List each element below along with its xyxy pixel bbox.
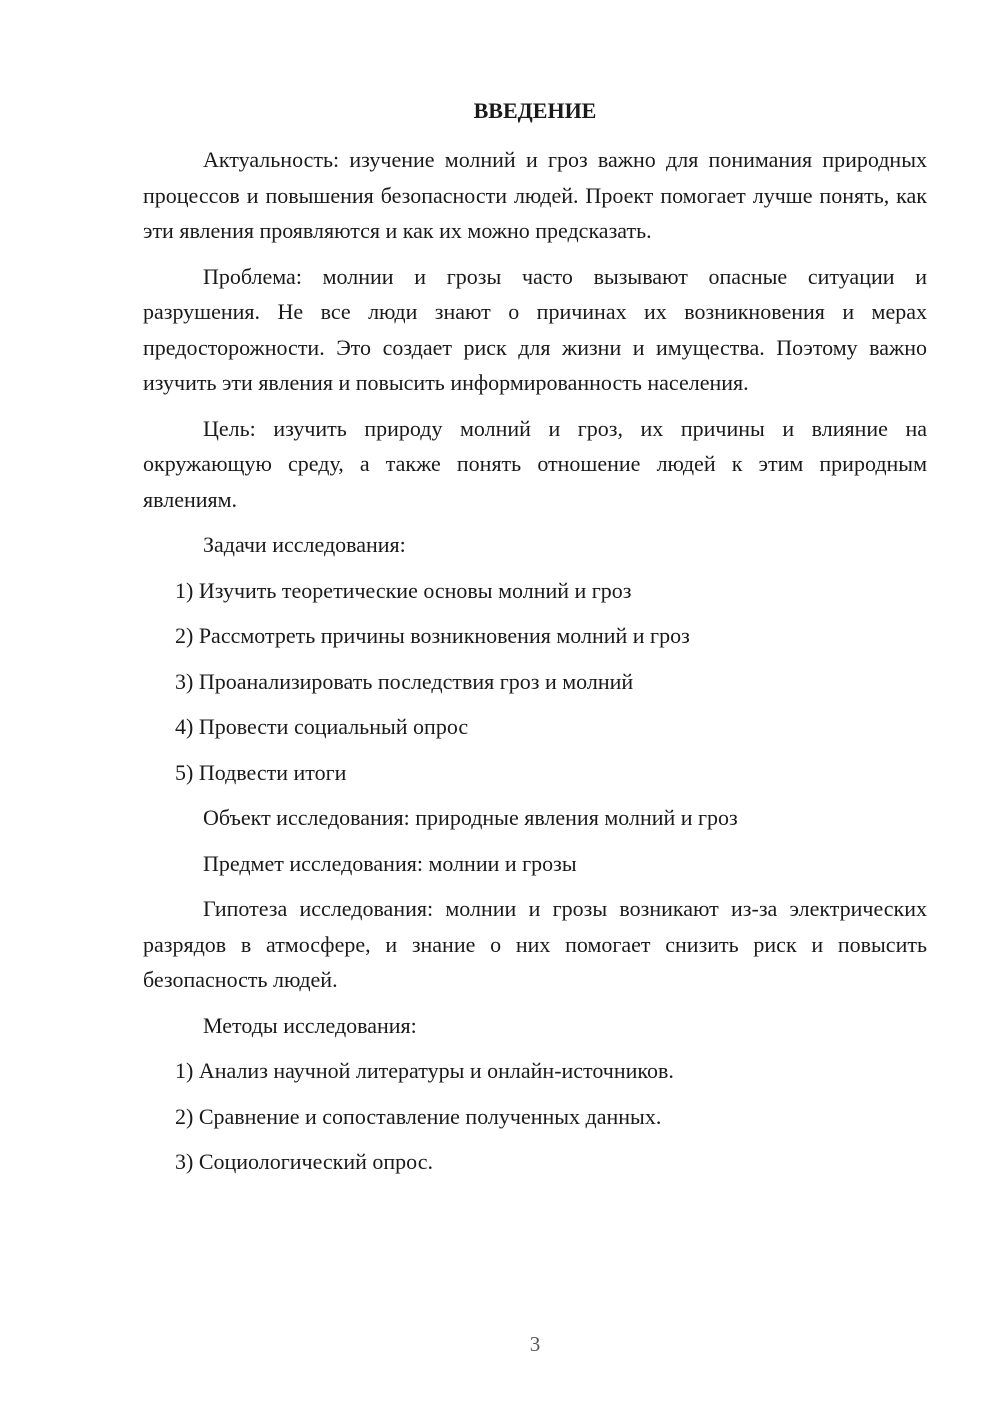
subject-line: Предмет исследования: молнии и грозы [203, 850, 577, 876]
method-item: 1) Анализ научной литературы и онлайн-источников. [175, 1058, 674, 1083]
task-item: 3) Проанализировать последствия гроз и молний [175, 668, 634, 694]
method-item: 2) Сравнение и сопоставление полученных данных. [175, 1103, 662, 1129]
methods-heading: Методы исследования: [203, 1012, 417, 1038]
method-item: 3) Социологический опрос. [175, 1149, 433, 1174]
task-item: 1) Изучить теоретические основы молний и гроз [175, 577, 632, 603]
relevance-paragraph: Актуальность: изучение молний и гроз важно для понимания природных процессов и повышения безопасности людей. Проект помогает лучше понять, как эти явления проявляются и как их можно предсказать. [143, 147, 927, 243]
section-title: ВВЕДЕНИЕ [473, 98, 597, 123]
task-item: 4) Провести социальный опрос [175, 714, 469, 739]
hypothesis-paragraph: Гипотеза исследования: молнии и грозы возникают из-за электрических разрядов в атмосфере, и знание о них помогает снизить риск и повысить безопасность людей. [143, 896, 927, 992]
problem-paragraph: Проблема: молнии и грозы часто вызывают опасные ситуации и разрушения. Не все люди знают о причинах их возникновения и мерах предосторожности. Это создает риск для жизни и имущества. Поэтому важно изучить эти явления и повысить информированность населения. [143, 263, 927, 395]
task-item: 5) Подвести итоги [175, 759, 347, 785]
tasks-heading: Задачи исследования: [203, 532, 406, 557]
task-item: 2) Рассмотреть причины возникновения молний и гроз [175, 623, 690, 648]
page-number: 3 [529, 1332, 541, 1356]
goal-paragraph: Цель: изучить природу молний и гроз, их причины и влияние на окружающую среду, а также понять отношение людей к этим природным явлениям. [143, 415, 927, 512]
object-line: Объект исследования: природные явления молний и гроз [203, 805, 738, 830]
page-content [143, 93, 927, 1190]
